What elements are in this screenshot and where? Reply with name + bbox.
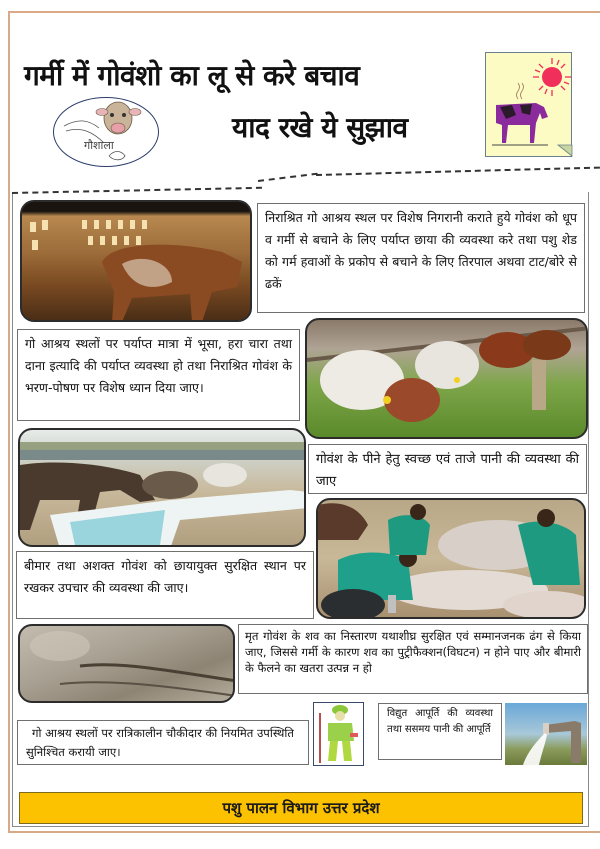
page-title-line-2: याद रखे ये सुझाव bbox=[232, 111, 408, 144]
cow-in-shed-photo bbox=[20, 200, 252, 322]
department-footer-banner bbox=[19, 792, 583, 824]
cow-face-icon bbox=[54, 98, 160, 168]
vets-treating-cow-photo bbox=[316, 498, 586, 619]
water-pipe-photo bbox=[505, 703, 587, 765]
tip-watchman-text: गो आश्रय स्थलों पर रात्रिकालीन चौकीदार की नियमित उपस्थिति सुनिश्चित करायी जाए। bbox=[17, 720, 309, 765]
cows-eating-green-fodder-photo bbox=[305, 318, 588, 439]
tip-water-text: गोवंश के पीने हेतु स्वच्छ एवं ताजे पानी की व्यवस्था की जाए bbox=[308, 444, 587, 494]
heatwave-sticker bbox=[485, 52, 572, 157]
logo-text: गौशाला bbox=[84, 139, 114, 152]
tip-fodder-text: गो आश्रय स्थलों पर पर्याप्त मात्रा में भूसा, हरा चारा तथा दाना इत्यादि की पर्याप्त व्यवस्था हो तथा निराश्रित गोवंश के भरण-पोषण पर विशेष ध्यान दिया जाए। bbox=[17, 329, 300, 421]
tip-power-supply-text: विद्युत आपूर्ति की व्यवस्था तथा ससमय पानी की आपूर्ति bbox=[378, 703, 502, 760]
department-name: पशु पालन विभाग उत्तर प्रदेश bbox=[222, 799, 380, 817]
tip-carcass-text: मृत गोवंश के शव का निस्तारण यथाशीघ्र सुरक्षित एवं सम्मानजनक ढंग से किया जाए, जिससे गर्मी के कारण शव का पुट्रीफैक्शन(विघटन) न होने पाए और बीमारी के फैलने का खतरा उत्पन्न न हो bbox=[238, 624, 588, 694]
tip-treatment-text: बीमार तथा अशक्त गोवंश को छायायुक्त सुरक्षित स्थान पर रखकर उपचार की व्यवस्था की जाए। bbox=[16, 551, 314, 619]
gaushala-logo bbox=[53, 97, 159, 167]
cow-in-sun-icon bbox=[486, 53, 573, 158]
burial-pit-photo bbox=[18, 624, 235, 703]
watchman-illustration bbox=[313, 702, 364, 766]
tip-shade-text: निराश्रित गो आश्रय स्थल पर विशेष निगरानी कराते हुये गोवंश को धूप व गर्मी से बचाने के लिए पर्याप्त छाया की व्यवस्था करे तथा पशु शेड को गर्म हवाओं के प्रकोप से बचाने के लिए तिरपाल अथवा टाट/बोरे से ढकें bbox=[257, 203, 585, 313]
cows-drinking-water-trough-photo bbox=[18, 428, 306, 547]
page-title-line-1: गर्मी में गोवंशो का लू से करे बचाव bbox=[24, 59, 360, 92]
